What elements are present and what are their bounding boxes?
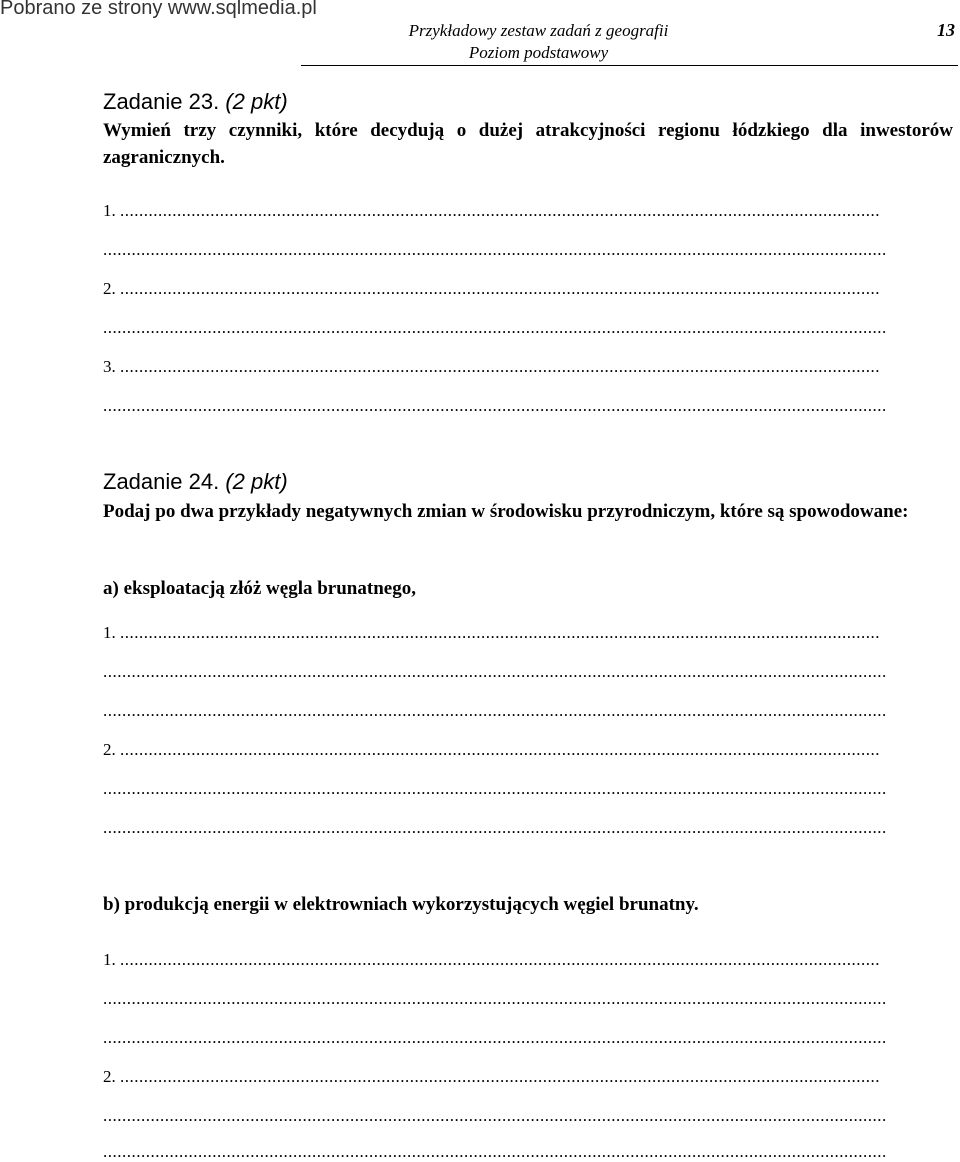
answer-line[interactable] bbox=[103, 201, 953, 221]
answer-line[interactable] bbox=[103, 662, 953, 682]
answer-dots: ..................................................................................................................................................................... bbox=[103, 1106, 887, 1125]
answer-line[interactable] bbox=[103, 950, 953, 970]
answer-dots: ................................................................................................................................................................ bbox=[120, 1067, 880, 1086]
answer-line[interactable] bbox=[103, 357, 953, 377]
source-watermark: Pobrano ze strony www.sqlmedia.pl bbox=[0, 0, 317, 19]
answer-dots: ..................................................................................................................................................................... bbox=[103, 701, 887, 720]
answer-dots: ..................................................................................................................................................................... bbox=[103, 318, 887, 337]
header-divider bbox=[301, 65, 958, 66]
answer-dots: ..................................................................................................................................................................... bbox=[103, 818, 887, 837]
answer-line[interactable] bbox=[103, 1142, 953, 1162]
answer-dots: ................................................................................................................................................................ bbox=[120, 740, 880, 759]
answer-line[interactable] bbox=[103, 989, 953, 1009]
answer-line[interactable] bbox=[103, 740, 953, 760]
answer-dots: ..................................................................................................................................................................... bbox=[103, 396, 887, 415]
answer-dots: ................................................................................................................................................................ bbox=[120, 623, 880, 642]
page-header bbox=[300, 20, 777, 64]
answer-line[interactable] bbox=[103, 240, 953, 260]
answer-dots: ................................................................................................................................................................ bbox=[120, 279, 880, 298]
task-24-points: (2 pkt) bbox=[225, 469, 288, 494]
answer-dots: ..................................................................................................................................................................... bbox=[103, 1028, 887, 1047]
answer-dots: ................................................................................................................................................................ bbox=[120, 357, 880, 376]
answer-dots: ..................................................................................................................................................................... bbox=[103, 989, 887, 1008]
answer-line[interactable] bbox=[103, 623, 953, 643]
answer-line[interactable] bbox=[103, 818, 953, 838]
answer-line[interactable] bbox=[103, 1028, 953, 1048]
answer-number: 2. bbox=[103, 740, 116, 759]
answer-number: 1. bbox=[103, 950, 116, 969]
answer-line[interactable] bbox=[103, 1106, 953, 1126]
task-24-question: Podaj po dwa przykłady negatywnych zmian w środowisku przyrodniczym, które są spowodowane: bbox=[103, 501, 909, 522]
header-subtitle: Poziom podstawowy bbox=[468, 43, 609, 62]
task-23-number: Zadanie 23. bbox=[103, 89, 220, 114]
task-23-question: Wymień trzy czynniki, które decydują o dużej atrakcyjności regionu łódzkiego dla inwestorów zagranicznych. bbox=[103, 120, 953, 168]
answer-number: 3. bbox=[103, 357, 116, 376]
answer-number: 2. bbox=[103, 1067, 116, 1086]
answer-number: 1. bbox=[103, 623, 116, 642]
answer-dots: ..................................................................................................................................................................... bbox=[103, 1142, 887, 1161]
answer-number: 2. bbox=[103, 279, 116, 298]
answer-line[interactable] bbox=[103, 396, 953, 416]
answer-dots: ................................................................................................................................................................ bbox=[120, 201, 880, 220]
answer-number: 1. bbox=[103, 201, 116, 220]
answer-dots: ..................................................................................................................................................................... bbox=[103, 662, 887, 681]
answer-line[interactable] bbox=[103, 779, 953, 799]
answer-line[interactable] bbox=[103, 1067, 953, 1087]
task-24-part-a-label: a) eksploatacją złóż węgla brunatnego, bbox=[103, 578, 416, 599]
header-title: Przykładowy zestaw zadań z geografii bbox=[408, 21, 669, 40]
task-23-title bbox=[103, 89, 288, 115]
answer-dots: ................................................................................................................................................................ bbox=[120, 950, 880, 969]
task-23-points: (2 pkt) bbox=[225, 89, 288, 114]
task-24-number: Zadanie 24. bbox=[103, 469, 220, 494]
task-24-part-b-label: b) produkcją energii w elektrowniach wykorzystujących węgiel brunatny. bbox=[103, 894, 699, 915]
task-24-title bbox=[103, 469, 288, 495]
answer-dots: ..................................................................................................................................................................... bbox=[103, 779, 887, 798]
answer-line[interactable] bbox=[103, 701, 953, 721]
answer-line[interactable] bbox=[103, 279, 953, 299]
answer-line[interactable] bbox=[103, 318, 953, 338]
page-number: 13 bbox=[937, 20, 955, 40]
answer-dots: ..................................................................................................................................................................... bbox=[103, 240, 887, 259]
